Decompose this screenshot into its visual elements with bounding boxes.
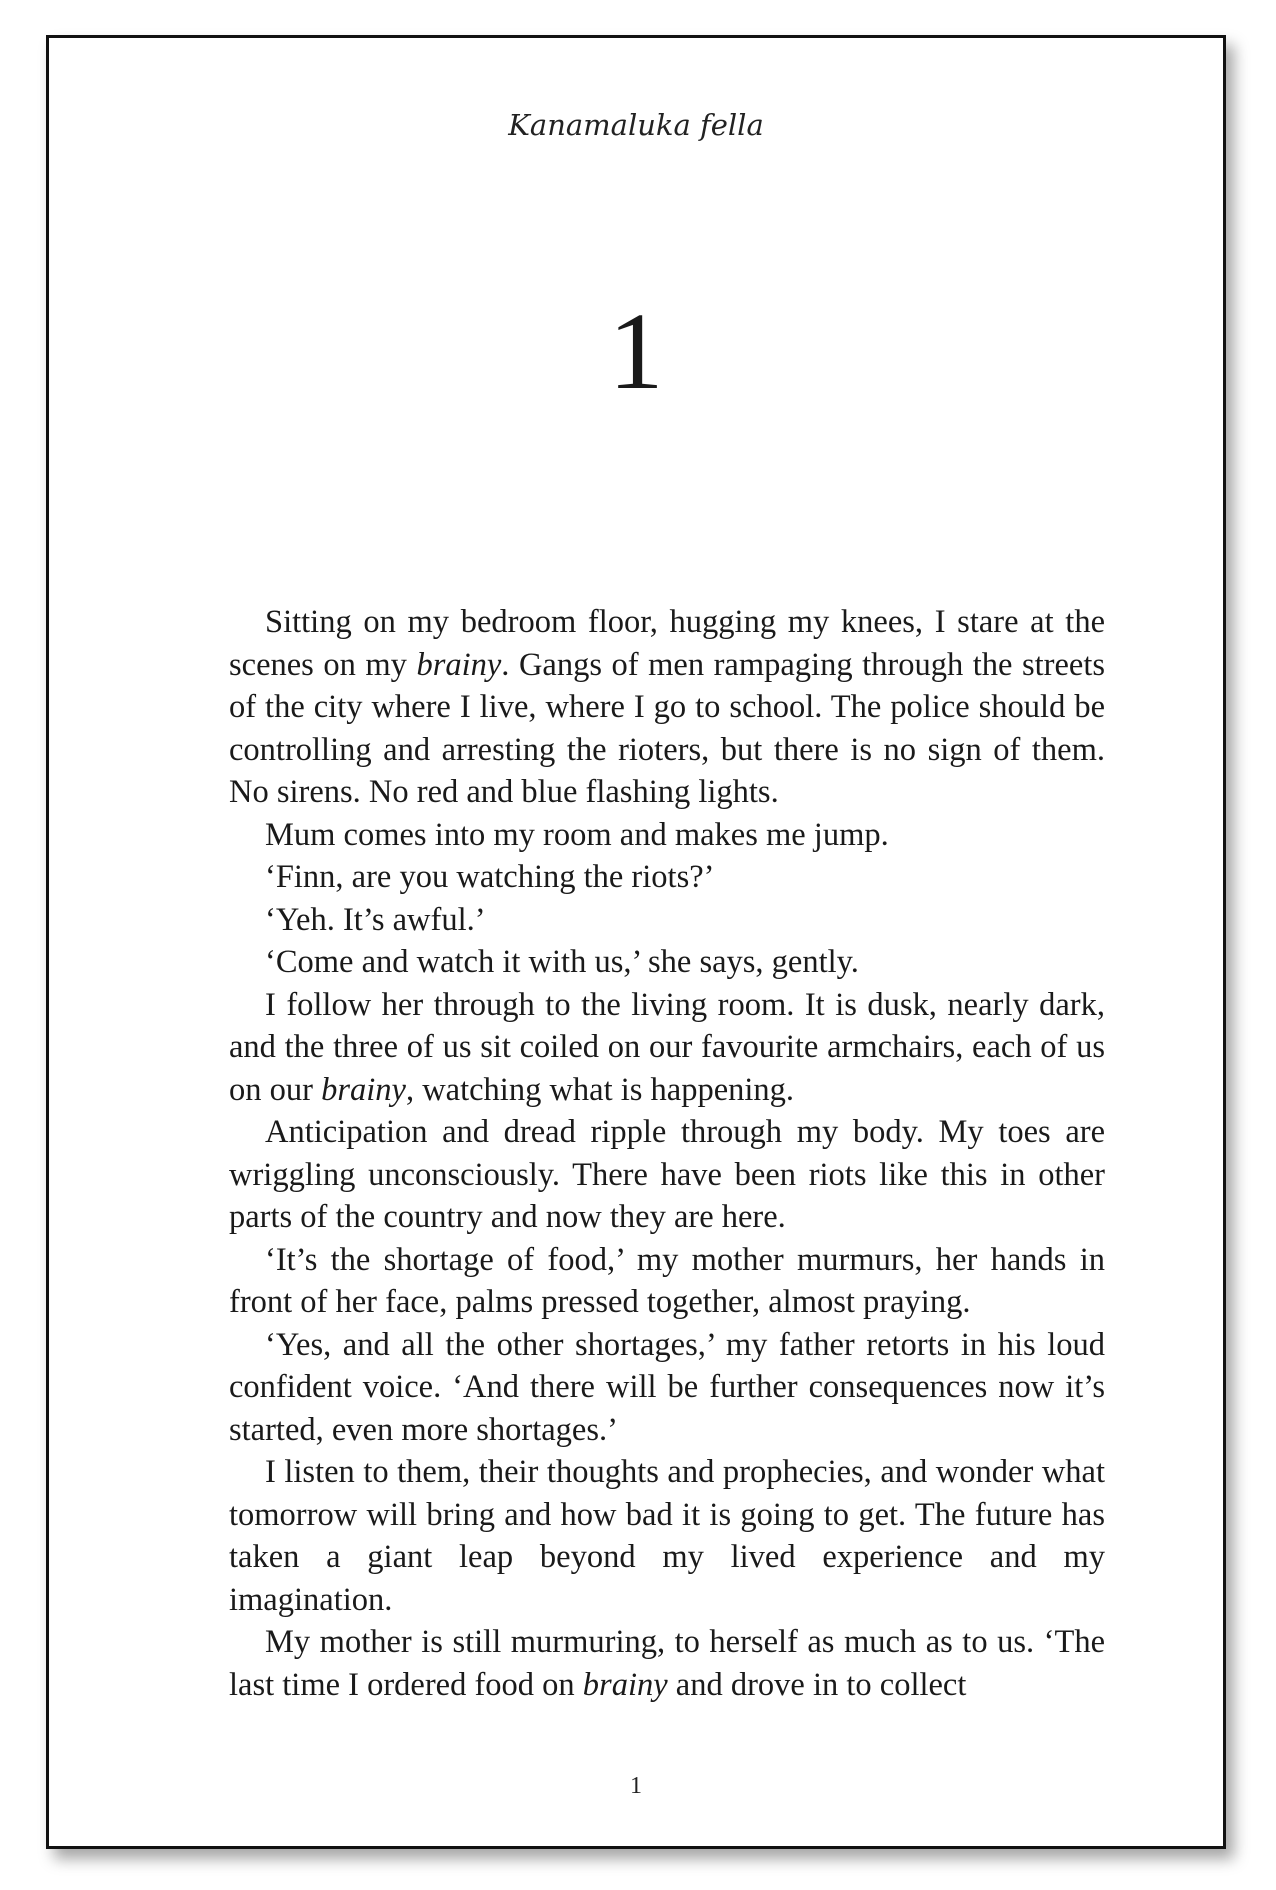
running-head: Kanamaluka fella [508, 108, 764, 142]
text-run: ‘Come and watch it with us,’ she says, gently. [265, 944, 859, 980]
text-run: My mother is still murmuring, to herself as much as to us. ‘The last time I ordered food on [229, 1624, 1105, 1703]
book-page [46, 35, 1226, 1849]
text-run: I listen to them, their thoughts and prophecies, and wonder what tomorrow will bring and how bad it is going to get. The future has taken a giant leap beyond my lived experience and my imagination. [229, 1454, 1105, 1618]
page-number: 1 [630, 1773, 642, 1799]
paragraph [229, 1239, 1105, 1324]
paragraph [229, 1621, 1105, 1706]
paragraph [229, 1451, 1105, 1621]
text-run: Mum comes into my room and makes me jump. [265, 816, 889, 853]
text-run: Sitting on my bedroom floor, hugging my knees, I stare at the scenes on my [229, 604, 1105, 683]
text-run: ‘Yeh. It’s awful.’ [265, 901, 486, 938]
text-run: ‘Finn, are you watching the riots?’ [265, 859, 715, 895]
italic-run: brainy [582, 1666, 668, 1703]
paragraph [229, 941, 1105, 984]
italic-run: brainy [416, 646, 502, 683]
text-run: ‘Yes, and all the other shortages,’ my father retorts in his loud confident voice. ‘And there will be further consequences now it’s started, even more shortages.’ [229, 1326, 1105, 1448]
chapter-body-text [229, 601, 1105, 1706]
paragraph [229, 601, 1105, 814]
paragraph [229, 1111, 1105, 1239]
paragraph [229, 1324, 1105, 1452]
text-run: . Gangs of men rampaging through the streets of the city where I live, where I go to school. The police should be controlling and arresting the rioters, but there is no sign of them. No sirens. No red and blue flashing lights. [229, 646, 1105, 810]
paragraph [229, 984, 1105, 1112]
text-run: ‘It’s the shortage of food,’ my mother murmurs, her hands in front of her face, palms pressed together, almost praying. [229, 1241, 1105, 1320]
text-run: Anticipation and dread ripple through my body. My toes are wriggling unconsciously. There have been riots like this in other parts of the country and now they are here. [229, 1114, 1105, 1235]
paragraph [229, 899, 1105, 942]
text-run: and drove in to collect [667, 1666, 967, 1703]
text-run: , watching what is happening. [405, 1071, 795, 1108]
italic-run: brainy [321, 1071, 406, 1108]
chapter-number: 1 [608, 290, 664, 412]
paragraph [229, 814, 1105, 857]
paragraph [229, 856, 1105, 899]
text-run: I follow her through to the living room. It is dusk, nearly dark, and the three of us sit coiled on our favourite armchairs, each of us on our [229, 986, 1105, 1108]
